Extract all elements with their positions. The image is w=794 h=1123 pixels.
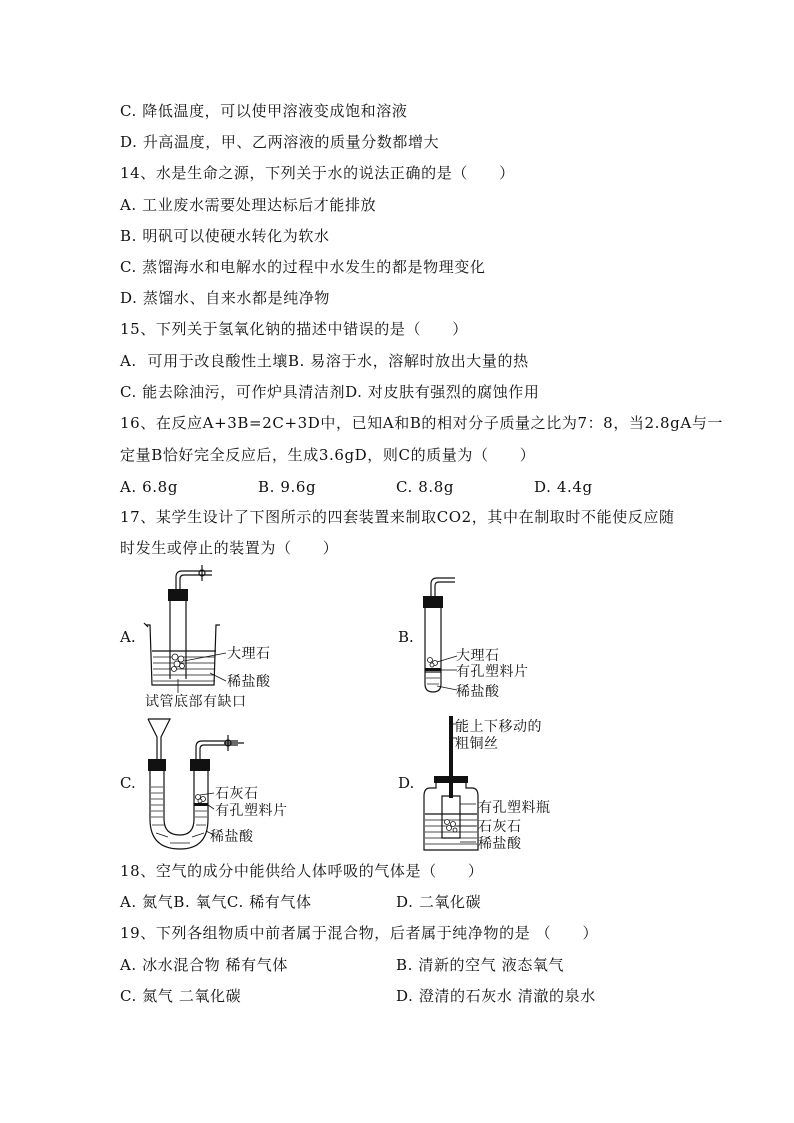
q19-stem: 19、下列各组物质中前者属于混合物，后者属于纯净物的是 （ ） [120,924,599,942]
q19-option-d: D. 澄清的石灰水 清澈的泉水 [396,987,596,1005]
q18-options-abc: A. 氮气B. 氧气C. 稀有气体 [120,893,312,911]
q15-stem: 15、下列关于氢氧化钠的描述中错误的是（ ） [120,320,468,338]
q16-option-a: A. 6.8g [120,478,179,496]
q16-option-c: C. 8.8g [396,478,455,496]
q14-option-b: B. 明矾可以使硬水转化为软水 [120,227,330,245]
figure-c-label-limestone: 石灰石 [215,786,259,802]
q14-option-d: D. 蒸馏水、自来水都是纯净物 [120,289,331,307]
figure-d-label-bottle: 有孔塑料瓶 [478,800,551,816]
q14-option-a: A. 工业废水需要处理达标后才能排放 [120,196,377,214]
q19-option-c: C. 氮气 二氧化碳 [120,987,242,1005]
q15-options-ab: A. 可用于改良酸性土壤B. 易溶于水，溶解时放出大量的热 [120,352,529,370]
figure-a-label-marble: 大理石 [227,646,271,662]
q13-option-d: D. 升高温度，甲、乙两溶液的质量分数都增大 [120,133,440,151]
figure-b-label-acid: 稀盐酸 [456,684,500,700]
figure-c-label-acid: 稀盐酸 [210,829,254,845]
figure-b-label-marble: 大理石 [456,648,500,664]
q19-option-b: B. 清新的空气 液态氧气 [396,956,565,974]
figure-a-label-acid: 稀盐酸 [227,674,271,690]
q19-option-a: A. 冰水混合物 稀有气体 [120,956,288,974]
q16-option-d: D. 4.4g [534,478,593,496]
q18-stem: 18、空气的成分中能供给人体呼吸的气体是（ ） [120,862,484,880]
figure-b-letter: B. [398,628,414,646]
figure-a-apparatus [140,565,230,695]
figure-a-label-notch: 试管底部有缺口 [145,694,247,710]
figure-b-label-plate: 有孔塑料片 [456,664,529,680]
q15-options-cd: C. 能去除油污，可作炉具清洁剂D. 对皮肤有强烈的腐蚀作用 [120,383,540,401]
q16-option-b: B. 9.6g [258,478,317,496]
figure-d-label-acid: 稀盐酸 [478,836,522,852]
q16-stem-line2: 定量B恰好完全反应后，生成3.6gD，则C的质量为（ ） [120,446,536,464]
figure-a-letter: A. [120,628,136,646]
figure-d-label-limestone: 石灰石 [478,819,522,835]
q14-option-c: C. 蒸馏海水和电解水的过程中水发生的都是物理变化 [120,258,486,276]
q13-option-c: C. 降低温度，可以使甲溶液变成饱和溶液 [120,102,408,120]
figure-c-label-plate: 有孔塑料片 [215,803,288,819]
q14-stem: 14、水是生命之源，下列关于水的说法正确的是（ ） [120,164,515,182]
figure-d-label-wire-2: 粗铜丝 [455,736,499,752]
q17-stem-line2: 时发生或停止的装置为（ ） [120,539,339,557]
figure-d-label-wire-1: 能上下移动的 [455,719,542,735]
figure-d-letter: D. [398,774,415,792]
q17-stem-line1: 17、某学生设计了下图所示的四套装置来制取CO2，其中在制取时不能使反应随 [120,508,675,526]
figure-c-letter: C. [120,774,136,792]
q18-option-d: D. 二氧化碳 [396,893,482,911]
q16-stem-line1: 16、在反应A+3B=2C+3D中，已知A和B的相对分子质量之比为7：8，当2.8gA与一 [120,414,724,432]
